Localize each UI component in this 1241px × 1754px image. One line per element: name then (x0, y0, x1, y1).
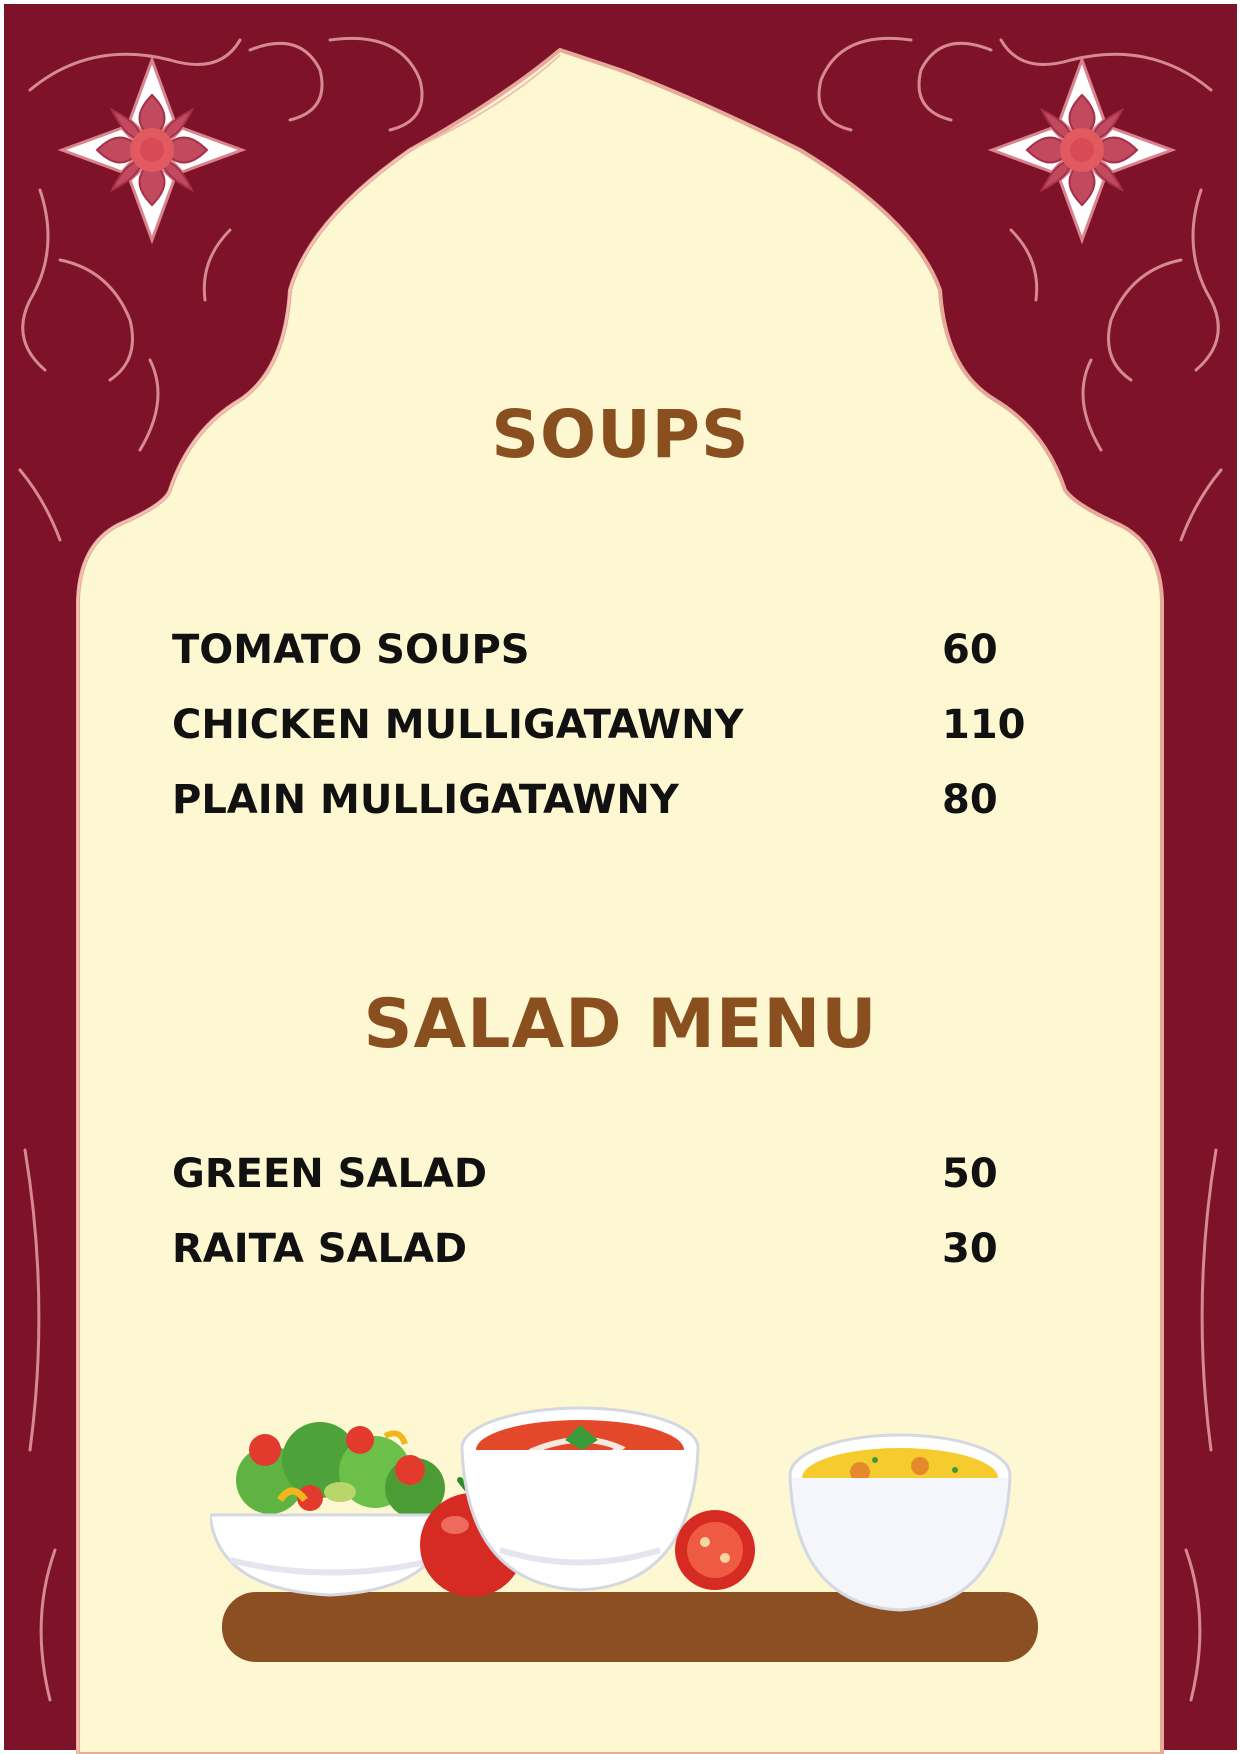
menu-item (172, 687, 1052, 762)
menu-item-price: 110 (942, 701, 1026, 748)
salad-menu-title: SALAD MENU (363, 985, 878, 1064)
menu-item-price: 30 (942, 1225, 998, 1272)
lentil-soup-bowl-icon (790, 1435, 1010, 1610)
menu-item (172, 612, 1052, 687)
menu-item (172, 1136, 1052, 1211)
menu-item (172, 762, 1052, 837)
menu-item-price: 80 (942, 776, 998, 823)
food-illustration (210, 1400, 1050, 1670)
sliced-tomato-icon (675, 1510, 755, 1590)
menu-item-price: 50 (942, 1150, 998, 1197)
menu-item-name: RAITA SALAD (172, 1225, 468, 1272)
salad-bowl-icon (210, 1422, 450, 1595)
menu-item-name: PLAIN MULLIGATAWNY (172, 776, 679, 823)
salad-list (172, 1136, 1052, 1286)
menu-item-name: GREEN SALAD (172, 1150, 488, 1197)
menu-item-name: TOMATO SOUPS (172, 626, 530, 673)
soups-title: SOUPS (491, 396, 750, 473)
soups-list (172, 612, 1052, 837)
menu-item (172, 1211, 1052, 1286)
menu-item-name: CHICKEN MULLIGATAWNY (172, 701, 744, 748)
menu-item-price: 60 (942, 626, 998, 673)
